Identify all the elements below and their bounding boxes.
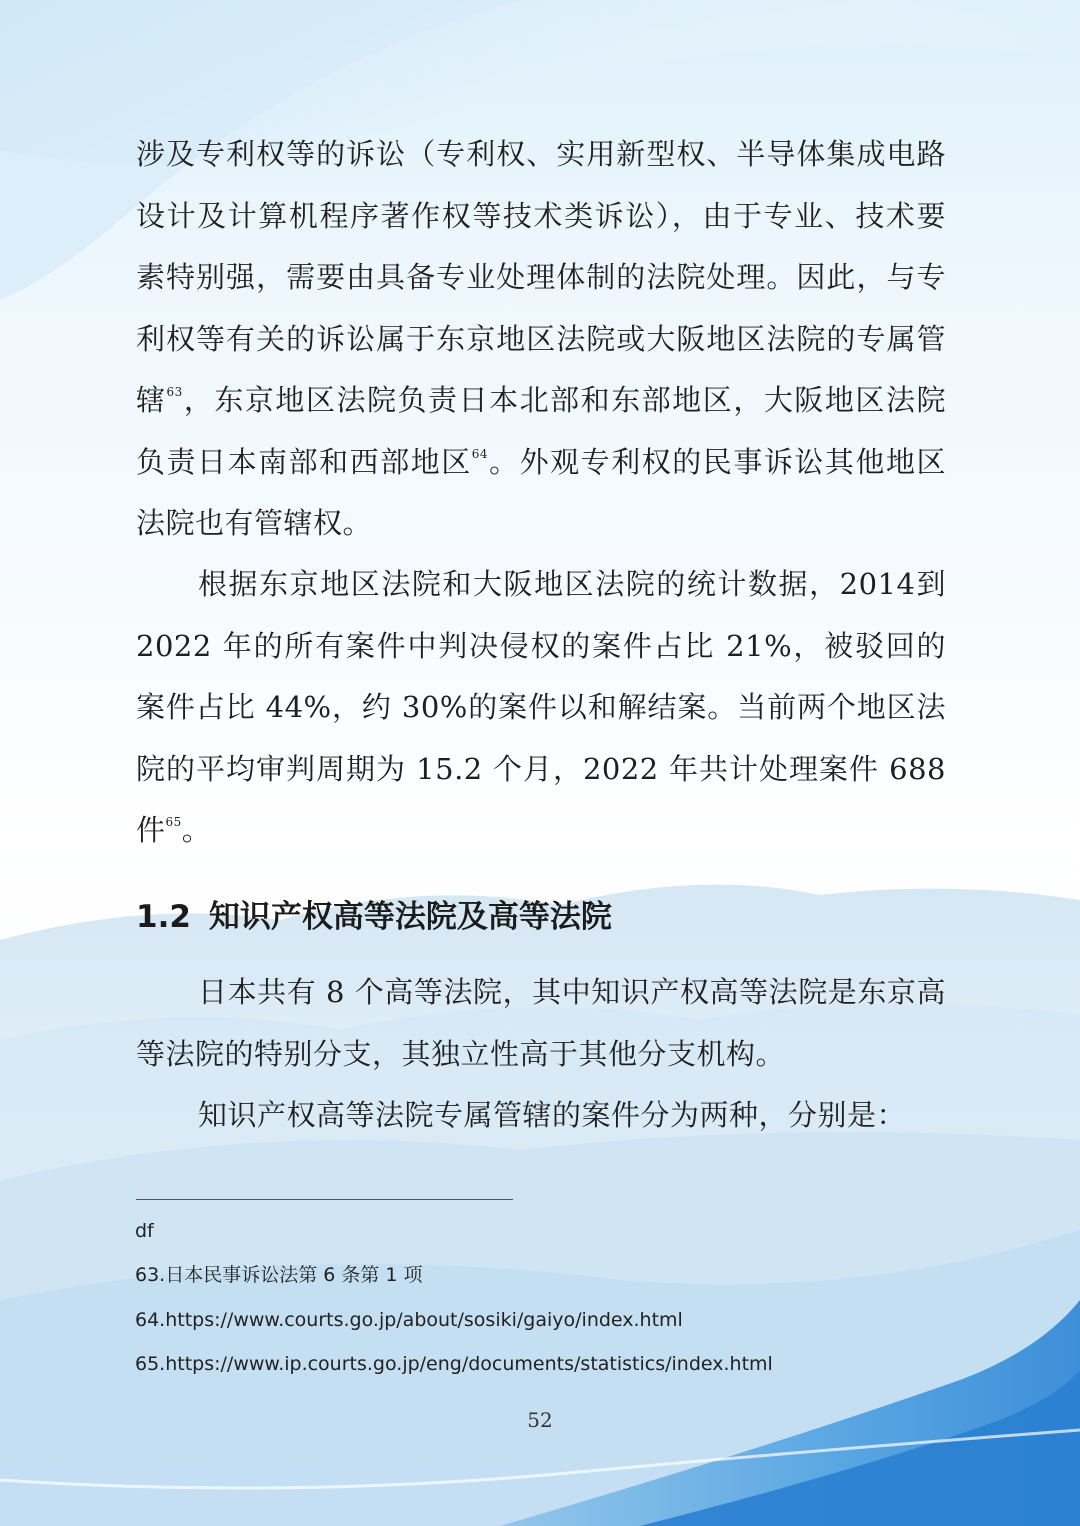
paragraph-text: 涉及专利权等的诉讼（专利权、实用新型权、半导体集成电路设计及计算机程序著作权等技术类诉讼），由于专业、技术要素特别强，需要由具备专业处理体制的法院处理。因此，与专利权等有关的诉讼属于东京地区法院或大阪地区法院的专属管辖	[136, 137, 946, 417]
paragraph-text: 根据东京地区法院和大阪地区法院的统计数据，2014到 2022 年的所有案件中判决侵权的案件占比 21%，被驳回的案件占比 44%，约 30%的案件以和解结案。当前两个地区法院的平均审判周期为 15.2 个月，2022 年共计处理案件 688 件	[136, 567, 946, 847]
paragraph-text: 。	[181, 813, 212, 847]
section-heading	[136, 889, 612, 945]
paragraph-jurisdiction-intro: 知识产权高等法院专属管辖的案件分为两种，分别是：	[198, 1098, 907, 1132]
section-number: 1.2	[136, 899, 191, 935]
paragraph-text: ，东京地区法院负责日本北部和东部地区，大阪地区法院负责日本南部和西部地区	[136, 383, 946, 479]
footnote-ref-65[interactable]: 65	[165, 815, 182, 829]
footnote-divider	[136, 1199, 513, 1200]
footnote-64-link[interactable]: 64.https://www.courts.go.jp/about/sosiki/gaiyo/index.html	[135, 1309, 683, 1331]
footnote-ref-63[interactable]: 63	[166, 385, 183, 399]
paragraph-text: 。外观专利权的民事诉讼其他地区法院也有管辖权。	[136, 444, 946, 540]
page-number: 52	[527, 1408, 553, 1432]
footnote-63: 63.日本民事诉讼法第 6 条第 1 项	[135, 1264, 423, 1286]
paragraph-high-courts: 日本共有 8 个高等法院，其中知识产权高等法院是东京高等法院的特别分支，其独立性高于其他分支机构。	[136, 975, 946, 1071]
paragraph-statistics	[136, 554, 946, 862]
section-title: 知识产权高等法院及高等法院	[208, 899, 612, 935]
footnote-65-link[interactable]: 65.https://www.ip.courts.go.jp/eng/documents/statistics/index.html	[135, 1353, 773, 1375]
footnote-stray-text: df	[135, 1220, 154, 1242]
footnote-ref-64[interactable]: 64	[471, 446, 489, 461]
paragraph-patent-litigation	[136, 124, 946, 555]
